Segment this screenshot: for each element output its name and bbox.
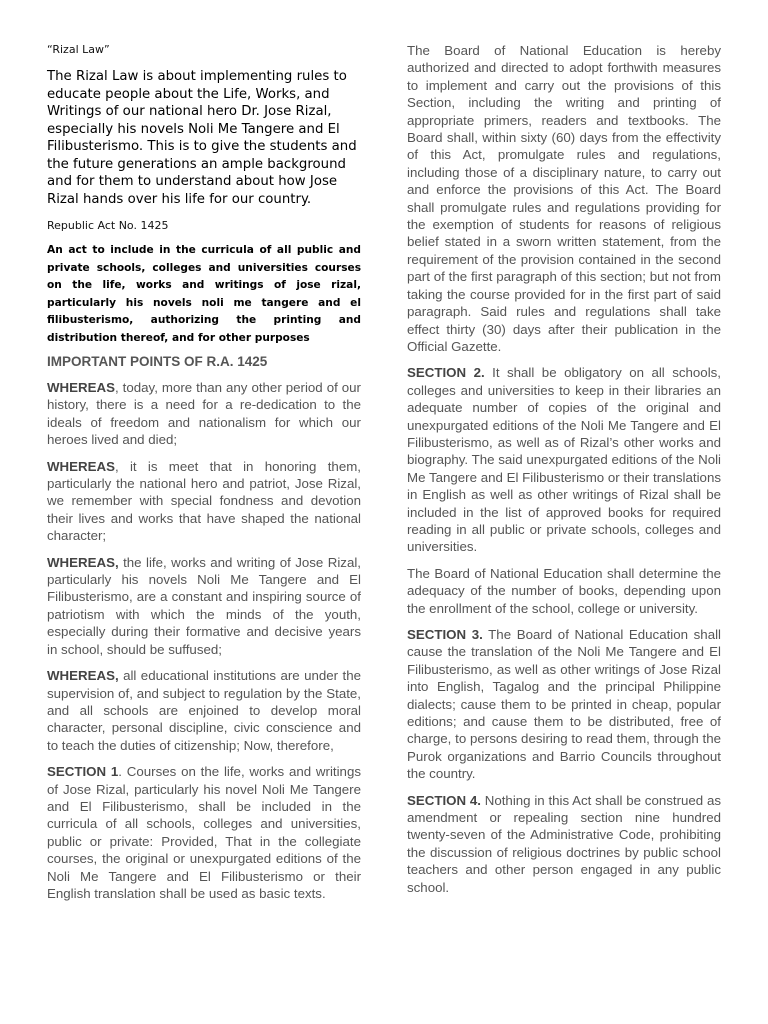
whereas-clause-3 [47, 554, 361, 658]
section-text: . Courses on the life, works and writings of Jose Rizal, particularly his novel Noli Me Tangere and El Filibusterismo, shall be included in the curricula of all schools, colleges and universities, public or private: Provided, That in the collegiate courses, the original or unexpurgated editions of the Noli Me Tangere and El Filibusterismo or their English translation shall be used as basic texts. [47, 764, 361, 901]
intro-paragraph: The Rizal Law is about implementing rules to educate people about the Life, Works, and Writings of our national hero Dr. Jose Rizal, especially his novels Noli Me Tangere and El Filibusterismo. This is to give the students and the future generations an ample background and for them to understand about how Jose Rizal hands over his life for our country. [47, 69, 357, 207]
whereas-clause-1 [47, 379, 361, 449]
adequacy-paragraph: The Board of National Education shall determine the adequacy of the number of books, depending upon the enrollment of the school, college or university. [407, 565, 721, 616]
section-3 [407, 626, 721, 783]
clause-label: WHEREAS, [47, 554, 119, 570]
important-points-heading: IMPORTANT POINTS OF R.A. 1425 [47, 354, 268, 369]
clause-label: WHEREAS [47, 380, 115, 395]
section-text: It shall be obligatory on all schools, colleges and universities to keep in their libraries an adequate number of copies of the original and unexpurgated editions of the Noli Me Tangere and El Filibusterismo, as well as of Rizal’s other works and biography. The said unexpurgated editions of the Noli Me Tangere and El Filibusterismo or their translations in English as well as other writings of Rizal shall be included in the list of approved books for required reading in all public or private schools, colleges and universities. [407, 365, 721, 555]
section-text: The Board of National Education shall cause the translation of the Noli Me Tangere and El Filibusterismo, as well as other writings of Jose Rizal into English, Tagalog and the principal Philippine dialects; cause them to be printed in cheap, popular editions; and cause them to be distributed, free of charge, to persons desiring to read them, through the Purok organizations and Barrio Councils throughout the country. [407, 627, 722, 782]
left-column [47, 42, 361, 911]
whereas-clause-2 [47, 458, 361, 545]
clause-text: , it is meet that in honoring them, particularly the national hero and patriot, Jose Rizal, we remember with special fondness and devotion their lives and works that have shaped the national character; [47, 458, 361, 544]
section-label: SECTION 3. [407, 627, 483, 642]
whereas-clause-4 [47, 667, 361, 754]
section-4 [407, 792, 721, 896]
clause-label: WHEREAS [47, 458, 115, 474]
section-2 [407, 364, 721, 555]
right-column [407, 42, 721, 905]
republic-act-number: Republic Act No. 1425 [47, 219, 169, 232]
clause-text: the life, works and writing of Jose Rizal, particularly his novels Noli Me Tangere and El Filibusterismo, are a constant and inspiring source of patriotism with which the minds of the youth, especially during their formative and decisive years in school, should be suffused; [47, 554, 361, 657]
section-label: SECTION 1 [47, 764, 119, 780]
document-label: “Rizal Law” [47, 43, 110, 56]
section-label: SECTION 4. [407, 792, 481, 808]
section-label: SECTION 2. [407, 365, 485, 381]
section-1 [47, 763, 361, 902]
clause-label: WHEREAS, [47, 668, 119, 684]
clause-text: all educational institutions are under the supervision of, and subject to regulation by the State, and all schools are enjoined to develop moral character, personal discipline, civic conscience and to teach the duties of citizenship; Now, therefore, [47, 668, 361, 753]
clause-text: , today, more than any other period of our history, there is a need for a re-dedication to the ideals of freedom and nationalism for which our heroes lived and died; [47, 380, 361, 448]
section-text: Nothing in this Act shall be construed as amendment or repealing section nine hundred twenty-seven of the Administrative Code, prohibiting the discussion of religious doctrines by public school teachers and other person engaged in any public school. [407, 792, 722, 895]
board-paragraph: The Board of National Education is hereby authorized and directed to adopt forthwith measures to implement and carry out the provisions of this Section, including the writing and printing of appropriate primers, readers and textbooks. The Board shall, within sixty (60) days from the effectivity of this Act, promulgate rules and regulations, including those of a disciplinary nature, to carry out and enforce the provisions of this Act. The Board shall promulgate rules and regulations providing for the exemption of students for reasons of religious belief stated in a sworn written statement, from the requirement of the provision contained in the second part of the first paragraph of this section; but not from taking the course provided for in the first part of said paragraph. Said rules and regulations shall take effect thirty (30) days after their publication in the Official Gazette. [407, 43, 721, 354]
act-title: An act to include in the curricula of all public and private schools, colleges and universities courses on the life, works and writings of jose rizal, particularly his novels noli me tangere and el filibusterismo, authorizing the printing and distribution thereof, and for other purposes [47, 244, 361, 344]
